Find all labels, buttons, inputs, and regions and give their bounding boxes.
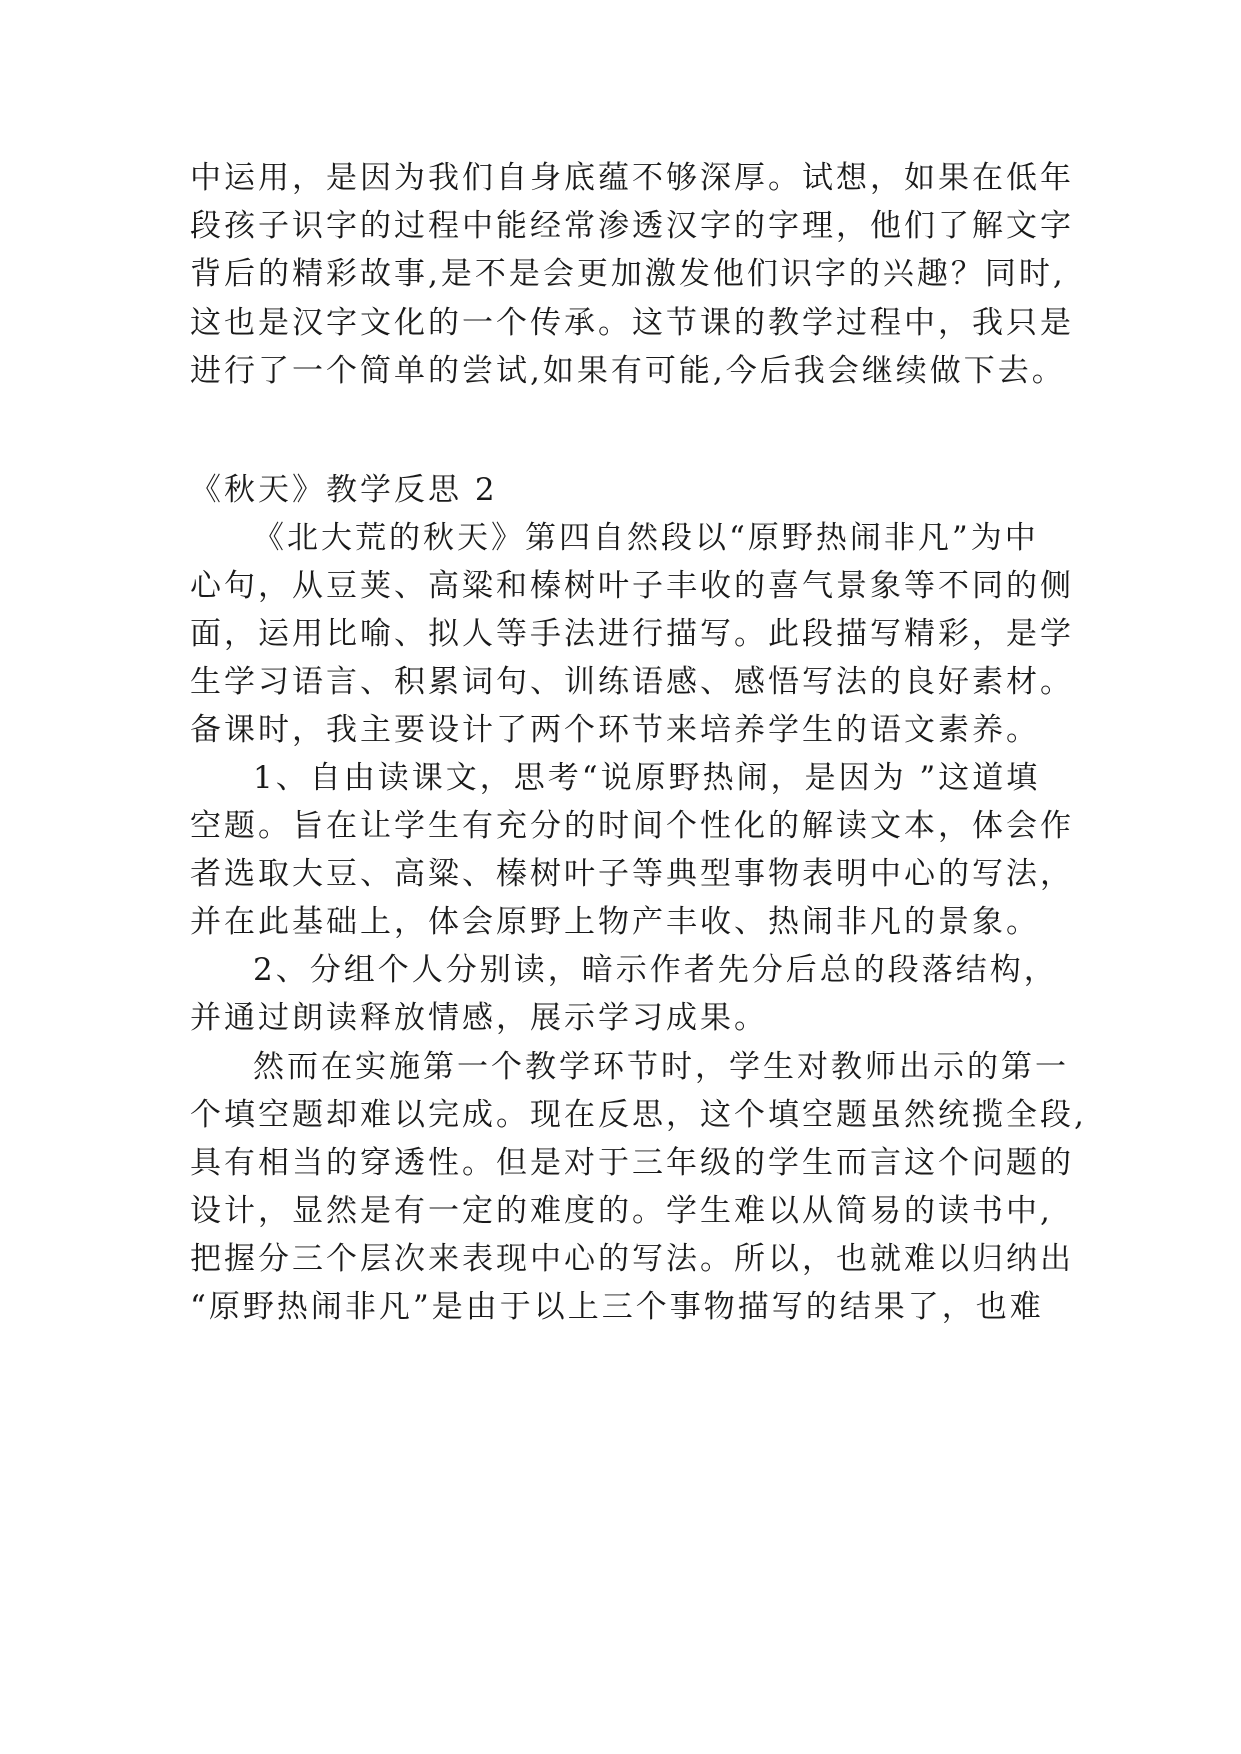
text-line: 然而在实施第一个教学环节时，学生对教师出示的第一: [253, 1049, 1069, 1085]
text-line: 背后的精彩故事,是不是会更加激发他们识字的兴趣？同时,: [190, 256, 1066, 292]
text-line: 进行了一个简单的尝试,如果有可能,今后我会继续做下去。: [190, 353, 1066, 389]
text-line: 面，运用比喻、拟人等手法进行描写。此段描写精彩，是学: [190, 616, 1074, 652]
text-line: 并在此基础上，体会原野上物产丰收、热闹非凡的景象。: [190, 904, 1040, 940]
text-line: 具有相当的穿透性。但是对于三年级的学生而言这个问题的: [190, 1145, 1074, 1181]
text-line: 中运用，是因为我们自身底蕴不够深厚。试想，如果在低年: [190, 160, 1074, 196]
text-line: 生学习语言、积累词句、训练语感、感悟写法的良好素材。: [190, 664, 1074, 700]
text-line: 并通过朗读释放情感，展示学习成果。: [190, 1000, 768, 1036]
text-line: 段孩子识字的过程中能经常渗透汉字的字理，他们了解文字: [190, 208, 1074, 244]
text-line: 备课时，我主要设计了两个环节来培养学生的语文素养。: [190, 712, 1040, 748]
text-line: 空题。旨在让学生有充分的时间个性化的解读文本，体会作: [190, 808, 1074, 844]
text-line: 者选取大豆、高粱、榛树叶子等典型事物表明中心的写法，: [190, 856, 1074, 892]
text-line: 2、分组个人分别读，暗示作者先分后总的段落结构，: [253, 952, 1058, 988]
text-line: 把握分三个层次来表现中心的写法。所以，也就难以归纳出: [190, 1241, 1074, 1277]
section-heading: 《秋天》教学反思 2: [190, 472, 498, 508]
text-line: 1、自由读课文，思考“说原野热闹，是因为 ”这道填: [253, 760, 1041, 796]
text-line: “原野热闹非凡”是由于以上三个事物描写的结果了，也难: [190, 1289, 1044, 1325]
text-line: 《北大荒的秋天》第四自然段以“原野热闹非凡”为中: [253, 520, 1039, 556]
text-line: 个填空题却难以完成。现在反思，这个填空题虽然统揽全段,: [190, 1097, 1087, 1133]
text-line: 心句，从豆荚、高粱和榛树叶子丰收的喜气景象等不同的侧: [190, 568, 1074, 604]
text-line: 设计，显然是有一定的难度的。学生难以从简易的读书中,: [190, 1193, 1053, 1229]
text-line: 这也是汉字文化的一个传承。这节课的教学过程中，我只是: [190, 305, 1074, 341]
